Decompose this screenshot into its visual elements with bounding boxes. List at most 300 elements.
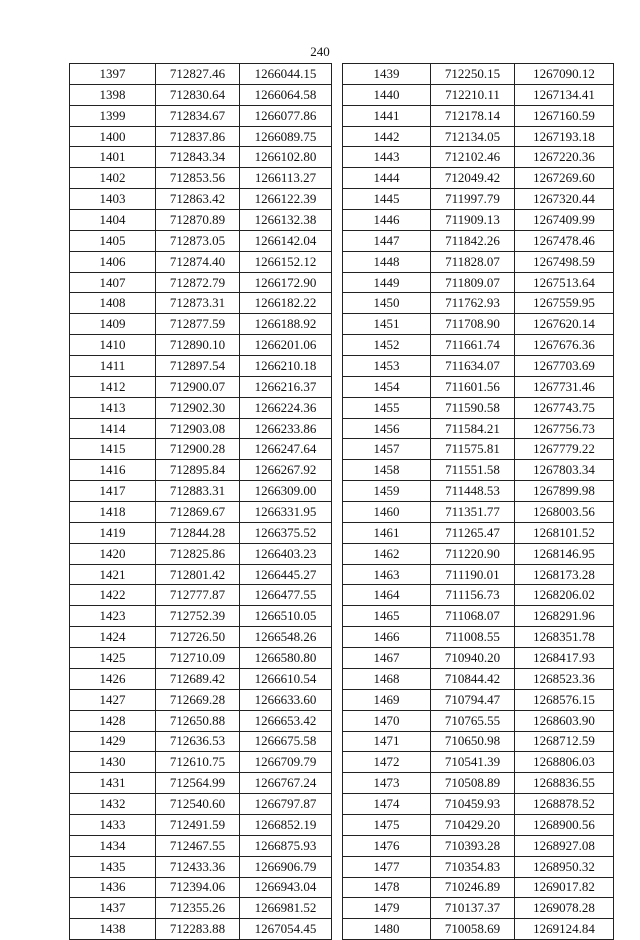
point-number-cell: 1458 [343, 460, 431, 481]
table-row [343, 856, 614, 877]
table-row [343, 272, 614, 293]
point-number-cell: 1407 [70, 272, 156, 293]
table-row [70, 731, 332, 752]
point-number-cell: 1431 [70, 773, 156, 794]
point-number-cell: 1450 [343, 293, 431, 314]
point-number-cell: 1413 [70, 397, 156, 418]
x-coordinate-cell: 712843.34 [156, 147, 240, 168]
x-coordinate-cell: 711190.01 [431, 564, 515, 585]
point-number-cell: 1418 [70, 502, 156, 523]
table-row [343, 251, 614, 272]
point-number-cell: 1478 [343, 877, 431, 898]
y-coordinate-cell: 1267220.36 [515, 147, 614, 168]
point-number-cell: 1420 [70, 543, 156, 564]
table-row [70, 147, 332, 168]
x-coordinate-cell: 712433.36 [156, 856, 240, 877]
y-coordinate-cell: 1266510.05 [240, 606, 332, 627]
x-coordinate-cell: 712710.09 [156, 648, 240, 669]
table-row [343, 752, 614, 773]
table-row [70, 230, 332, 251]
point-number-cell: 1480 [343, 919, 431, 940]
x-coordinate-cell: 712837.86 [156, 126, 240, 147]
table-row [343, 543, 614, 564]
x-coordinate-cell: 712897.54 [156, 356, 240, 377]
table-row [70, 543, 332, 564]
point-number-cell: 1463 [343, 564, 431, 585]
point-number-cell: 1406 [70, 251, 156, 272]
table-row [343, 335, 614, 356]
y-coordinate-cell: 1266331.95 [240, 502, 332, 523]
x-coordinate-cell: 710650.98 [431, 731, 515, 752]
point-number-cell: 1432 [70, 794, 156, 815]
table-row [343, 814, 614, 835]
x-coordinate-cell: 712827.46 [156, 64, 240, 85]
y-coordinate-cell: 1266675.58 [240, 731, 332, 752]
table-row [70, 856, 332, 877]
y-coordinate-cell: 1268003.56 [515, 502, 614, 523]
point-number-cell: 1479 [343, 898, 431, 919]
point-number-cell: 1459 [343, 481, 431, 502]
table-row [70, 335, 332, 356]
y-coordinate-cell: 1266247.64 [240, 439, 332, 460]
table-row [70, 481, 332, 502]
table-row [70, 689, 332, 710]
table-row [343, 397, 614, 418]
y-coordinate-cell: 1266122.39 [240, 189, 332, 210]
table-row [343, 773, 614, 794]
point-number-cell: 1433 [70, 814, 156, 835]
table-row [343, 835, 614, 856]
point-number-cell: 1453 [343, 356, 431, 377]
point-number-cell: 1466 [343, 627, 431, 648]
x-coordinate-cell: 712610.75 [156, 752, 240, 773]
table-row [343, 502, 614, 523]
x-coordinate-cell: 712825.86 [156, 543, 240, 564]
x-coordinate-cell: 712636.53 [156, 731, 240, 752]
table-row [70, 773, 332, 794]
point-number-cell: 1414 [70, 418, 156, 439]
x-coordinate-cell: 712777.87 [156, 585, 240, 606]
coordinates-table-right [342, 63, 614, 940]
y-coordinate-cell: 1266210.18 [240, 356, 332, 377]
y-coordinate-cell: 1266653.42 [240, 710, 332, 731]
x-coordinate-cell: 712355.26 [156, 898, 240, 919]
y-coordinate-cell: 1266102.80 [240, 147, 332, 168]
point-number-cell: 1460 [343, 502, 431, 523]
y-coordinate-cell: 1267559.95 [515, 293, 614, 314]
table-row [343, 314, 614, 335]
point-number-cell: 1401 [70, 147, 156, 168]
x-coordinate-cell: 712877.59 [156, 314, 240, 335]
point-number-cell: 1452 [343, 335, 431, 356]
point-number-cell: 1475 [343, 814, 431, 835]
x-coordinate-cell: 712900.07 [156, 376, 240, 397]
x-coordinate-cell: 710794.47 [431, 689, 515, 710]
x-coordinate-cell: 712902.30 [156, 397, 240, 418]
y-coordinate-cell: 1269017.82 [515, 877, 614, 898]
y-coordinate-cell: 1266943.04 [240, 877, 332, 898]
y-coordinate-cell: 1267054.45 [240, 919, 332, 940]
table-row [343, 460, 614, 481]
x-coordinate-cell: 712873.05 [156, 230, 240, 251]
table-row [70, 84, 332, 105]
table-row [343, 126, 614, 147]
x-coordinate-cell: 711634.07 [431, 356, 515, 377]
x-coordinate-cell: 712853.56 [156, 168, 240, 189]
point-number-cell: 1400 [70, 126, 156, 147]
y-coordinate-cell: 1266580.80 [240, 648, 332, 669]
table-row [70, 877, 332, 898]
y-coordinate-cell: 1268836.55 [515, 773, 614, 794]
table-row [70, 752, 332, 773]
point-number-cell: 1451 [343, 314, 431, 335]
table-row [70, 835, 332, 856]
y-coordinate-cell: 1266044.15 [240, 64, 332, 85]
y-coordinate-cell: 1268576.15 [515, 689, 614, 710]
x-coordinate-cell: 711762.93 [431, 293, 515, 314]
table-row [343, 898, 614, 919]
x-coordinate-cell: 710541.39 [431, 752, 515, 773]
table-row [70, 627, 332, 648]
x-coordinate-cell: 710246.89 [431, 877, 515, 898]
y-coordinate-cell: 1267803.34 [515, 460, 614, 481]
point-number-cell: 1417 [70, 481, 156, 502]
point-number-cell: 1446 [343, 210, 431, 231]
point-number-cell: 1408 [70, 293, 156, 314]
x-coordinate-cell: 712873.31 [156, 293, 240, 314]
table-row [70, 64, 332, 85]
point-number-cell: 1442 [343, 126, 431, 147]
table-row [343, 168, 614, 189]
x-coordinate-cell: 712250.15 [431, 64, 515, 85]
y-coordinate-cell: 1268417.93 [515, 648, 614, 669]
point-number-cell: 1430 [70, 752, 156, 773]
x-coordinate-cell: 711708.90 [431, 314, 515, 335]
y-coordinate-cell: 1266233.86 [240, 418, 332, 439]
point-number-cell: 1444 [343, 168, 431, 189]
table-row [343, 147, 614, 168]
point-number-cell: 1440 [343, 84, 431, 105]
table-row [70, 168, 332, 189]
table-row [70, 251, 332, 272]
y-coordinate-cell: 1268927.08 [515, 835, 614, 856]
point-number-cell: 1429 [70, 731, 156, 752]
x-coordinate-cell: 712210.11 [431, 84, 515, 105]
table-row [343, 668, 614, 689]
x-coordinate-cell: 711156.73 [431, 585, 515, 606]
x-coordinate-cell: 710459.93 [431, 794, 515, 815]
x-coordinate-cell: 710940.20 [431, 648, 515, 669]
point-number-cell: 1436 [70, 877, 156, 898]
point-number-cell: 1448 [343, 251, 431, 272]
x-coordinate-cell: 711842.26 [431, 230, 515, 251]
y-coordinate-cell: 1266172.90 [240, 272, 332, 293]
x-coordinate-cell: 712669.28 [156, 689, 240, 710]
point-number-cell: 1438 [70, 919, 156, 940]
x-coordinate-cell: 712872.79 [156, 272, 240, 293]
point-number-cell: 1464 [343, 585, 431, 606]
y-coordinate-cell: 1268523.36 [515, 668, 614, 689]
x-coordinate-cell: 712102.46 [431, 147, 515, 168]
point-number-cell: 1410 [70, 335, 156, 356]
x-coordinate-cell: 711809.07 [431, 272, 515, 293]
table-row [343, 919, 614, 940]
table-row [70, 418, 332, 439]
point-number-cell: 1402 [70, 168, 156, 189]
x-coordinate-cell: 710508.89 [431, 773, 515, 794]
point-number-cell: 1449 [343, 272, 431, 293]
point-number-cell: 1472 [343, 752, 431, 773]
point-number-cell: 1469 [343, 689, 431, 710]
point-number-cell: 1415 [70, 439, 156, 460]
x-coordinate-cell: 711220.90 [431, 543, 515, 564]
y-coordinate-cell: 1266113.27 [240, 168, 332, 189]
y-coordinate-cell: 1266852.19 [240, 814, 332, 835]
table-row [70, 585, 332, 606]
point-number-cell: 1421 [70, 564, 156, 585]
point-number-cell: 1457 [343, 439, 431, 460]
y-coordinate-cell: 1267899.98 [515, 481, 614, 502]
table-row [343, 418, 614, 439]
point-number-cell: 1441 [343, 105, 431, 126]
table-row [70, 293, 332, 314]
x-coordinate-cell: 712895.84 [156, 460, 240, 481]
point-number-cell: 1465 [343, 606, 431, 627]
point-number-cell: 1467 [343, 648, 431, 669]
x-coordinate-cell: 712049.42 [431, 168, 515, 189]
y-coordinate-cell: 1266089.75 [240, 126, 332, 147]
table-row [70, 794, 332, 815]
table-row [343, 648, 614, 669]
point-number-cell: 1412 [70, 376, 156, 397]
y-coordinate-cell: 1266132.38 [240, 210, 332, 231]
point-number-cell: 1409 [70, 314, 156, 335]
y-coordinate-cell: 1266077.86 [240, 105, 332, 126]
y-coordinate-cell: 1266477.55 [240, 585, 332, 606]
y-coordinate-cell: 1267676.36 [515, 335, 614, 356]
x-coordinate-cell: 712467.55 [156, 835, 240, 856]
y-coordinate-cell: 1266216.37 [240, 376, 332, 397]
x-coordinate-cell: 712903.08 [156, 418, 240, 439]
point-number-cell: 1473 [343, 773, 431, 794]
y-coordinate-cell: 1266445.27 [240, 564, 332, 585]
point-number-cell: 1470 [343, 710, 431, 731]
table-row [343, 689, 614, 710]
y-coordinate-cell: 1266981.52 [240, 898, 332, 919]
point-number-cell: 1428 [70, 710, 156, 731]
y-coordinate-cell: 1266797.87 [240, 794, 332, 815]
x-coordinate-cell: 711551.58 [431, 460, 515, 481]
point-number-cell: 1461 [343, 522, 431, 543]
table-row [70, 606, 332, 627]
table-row [70, 272, 332, 293]
table-row [343, 481, 614, 502]
y-coordinate-cell: 1266767.24 [240, 773, 332, 794]
x-coordinate-cell: 712752.39 [156, 606, 240, 627]
point-number-cell: 1426 [70, 668, 156, 689]
point-number-cell: 1462 [343, 543, 431, 564]
y-coordinate-cell: 1268206.02 [515, 585, 614, 606]
y-coordinate-cell: 1267478.46 [515, 230, 614, 251]
y-coordinate-cell: 1266188.92 [240, 314, 332, 335]
y-coordinate-cell: 1266610.54 [240, 668, 332, 689]
point-number-cell: 1447 [343, 230, 431, 251]
table-row [70, 189, 332, 210]
y-coordinate-cell: 1267779.22 [515, 439, 614, 460]
y-coordinate-cell: 1269078.28 [515, 898, 614, 919]
x-coordinate-cell: 712874.40 [156, 251, 240, 272]
point-number-cell: 1434 [70, 835, 156, 856]
y-coordinate-cell: 1268351.78 [515, 627, 614, 648]
x-coordinate-cell: 710354.83 [431, 856, 515, 877]
table-row [70, 460, 332, 481]
x-coordinate-cell: 712883.31 [156, 481, 240, 502]
x-coordinate-cell: 711008.55 [431, 627, 515, 648]
x-coordinate-cell: 710137.37 [431, 898, 515, 919]
x-coordinate-cell: 711590.58 [431, 397, 515, 418]
y-coordinate-cell: 1268712.59 [515, 731, 614, 752]
table-row [70, 105, 332, 126]
y-coordinate-cell: 1268173.28 [515, 564, 614, 585]
table-row [70, 710, 332, 731]
y-coordinate-cell: 1266267.92 [240, 460, 332, 481]
x-coordinate-cell: 712540.60 [156, 794, 240, 815]
x-coordinate-cell: 712650.88 [156, 710, 240, 731]
point-number-cell: 1424 [70, 627, 156, 648]
x-coordinate-cell: 711909.13 [431, 210, 515, 231]
point-number-cell: 1416 [70, 460, 156, 481]
table-row [70, 356, 332, 377]
x-coordinate-cell: 712830.64 [156, 84, 240, 105]
table-row [343, 627, 614, 648]
table-row [343, 564, 614, 585]
table-row [343, 189, 614, 210]
table-row [343, 356, 614, 377]
x-coordinate-cell: 712491.59 [156, 814, 240, 835]
x-coordinate-cell: 710393.28 [431, 835, 515, 856]
point-number-cell: 1474 [343, 794, 431, 815]
x-coordinate-cell: 710058.69 [431, 919, 515, 940]
x-coordinate-cell: 711584.21 [431, 418, 515, 439]
point-number-cell: 1405 [70, 230, 156, 251]
y-coordinate-cell: 1267731.46 [515, 376, 614, 397]
table-row [343, 230, 614, 251]
table-row [343, 522, 614, 543]
point-number-cell: 1404 [70, 210, 156, 231]
y-coordinate-cell: 1266875.93 [240, 835, 332, 856]
table-row [343, 210, 614, 231]
x-coordinate-cell: 711265.47 [431, 522, 515, 543]
y-coordinate-cell: 1267269.60 [515, 168, 614, 189]
x-coordinate-cell: 711448.53 [431, 481, 515, 502]
x-coordinate-cell: 712726.50 [156, 627, 240, 648]
y-coordinate-cell: 1269124.84 [515, 919, 614, 940]
point-number-cell: 1423 [70, 606, 156, 627]
point-number-cell: 1445 [343, 189, 431, 210]
table-row [70, 522, 332, 543]
table-row [343, 794, 614, 815]
table-row [70, 502, 332, 523]
point-number-cell: 1477 [343, 856, 431, 877]
x-coordinate-cell: 712564.99 [156, 773, 240, 794]
table-row [70, 439, 332, 460]
y-coordinate-cell: 1267513.64 [515, 272, 614, 293]
table-row [343, 84, 614, 105]
x-coordinate-cell: 712890.10 [156, 335, 240, 356]
x-coordinate-cell: 711601.56 [431, 376, 515, 397]
point-number-cell: 1422 [70, 585, 156, 606]
table-row [343, 105, 614, 126]
y-coordinate-cell: 1268291.96 [515, 606, 614, 627]
point-number-cell: 1399 [70, 105, 156, 126]
table-row [343, 585, 614, 606]
table-row [70, 126, 332, 147]
y-coordinate-cell: 1266201.06 [240, 335, 332, 356]
y-coordinate-cell: 1268950.32 [515, 856, 614, 877]
y-coordinate-cell: 1266224.36 [240, 397, 332, 418]
y-coordinate-cell: 1268806.03 [515, 752, 614, 773]
x-coordinate-cell: 712801.42 [156, 564, 240, 585]
x-coordinate-cell: 712869.67 [156, 502, 240, 523]
table-row [343, 64, 614, 85]
x-coordinate-cell: 711068.07 [431, 606, 515, 627]
table-row [70, 210, 332, 231]
x-coordinate-cell: 710765.55 [431, 710, 515, 731]
table-row [70, 814, 332, 835]
point-number-cell: 1398 [70, 84, 156, 105]
y-coordinate-cell: 1267620.14 [515, 314, 614, 335]
y-coordinate-cell: 1267090.12 [515, 64, 614, 85]
point-number-cell: 1456 [343, 418, 431, 439]
table-row [343, 877, 614, 898]
x-coordinate-cell: 712134.05 [431, 126, 515, 147]
table-row [70, 919, 332, 940]
x-coordinate-cell: 710429.20 [431, 814, 515, 835]
y-coordinate-cell: 1267703.69 [515, 356, 614, 377]
point-number-cell: 1468 [343, 668, 431, 689]
x-coordinate-cell: 711828.07 [431, 251, 515, 272]
x-coordinate-cell: 712844.28 [156, 522, 240, 543]
y-coordinate-cell: 1266906.79 [240, 856, 332, 877]
y-coordinate-cell: 1266152.12 [240, 251, 332, 272]
y-coordinate-cell: 1268101.52 [515, 522, 614, 543]
point-number-cell: 1443 [343, 147, 431, 168]
x-coordinate-cell: 712834.67 [156, 105, 240, 126]
y-coordinate-cell: 1268900.56 [515, 814, 614, 835]
x-coordinate-cell: 712283.88 [156, 919, 240, 940]
y-coordinate-cell: 1266375.52 [240, 522, 332, 543]
x-coordinate-cell: 711997.79 [431, 189, 515, 210]
table-row [343, 376, 614, 397]
table-row [70, 898, 332, 919]
point-number-cell: 1427 [70, 689, 156, 710]
y-coordinate-cell: 1267193.18 [515, 126, 614, 147]
table-row [70, 648, 332, 669]
y-coordinate-cell: 1268878.52 [515, 794, 614, 815]
y-coordinate-cell: 1266403.23 [240, 543, 332, 564]
x-coordinate-cell: 711351.77 [431, 502, 515, 523]
y-coordinate-cell: 1267320.44 [515, 189, 614, 210]
y-coordinate-cell: 1266142.04 [240, 230, 332, 251]
table-row [70, 376, 332, 397]
x-coordinate-cell: 711575.81 [431, 439, 515, 460]
point-number-cell: 1455 [343, 397, 431, 418]
point-number-cell: 1397 [70, 64, 156, 85]
table-row [343, 710, 614, 731]
point-number-cell: 1435 [70, 856, 156, 877]
point-number-cell: 1476 [343, 835, 431, 856]
y-coordinate-cell: 1266182.22 [240, 293, 332, 314]
